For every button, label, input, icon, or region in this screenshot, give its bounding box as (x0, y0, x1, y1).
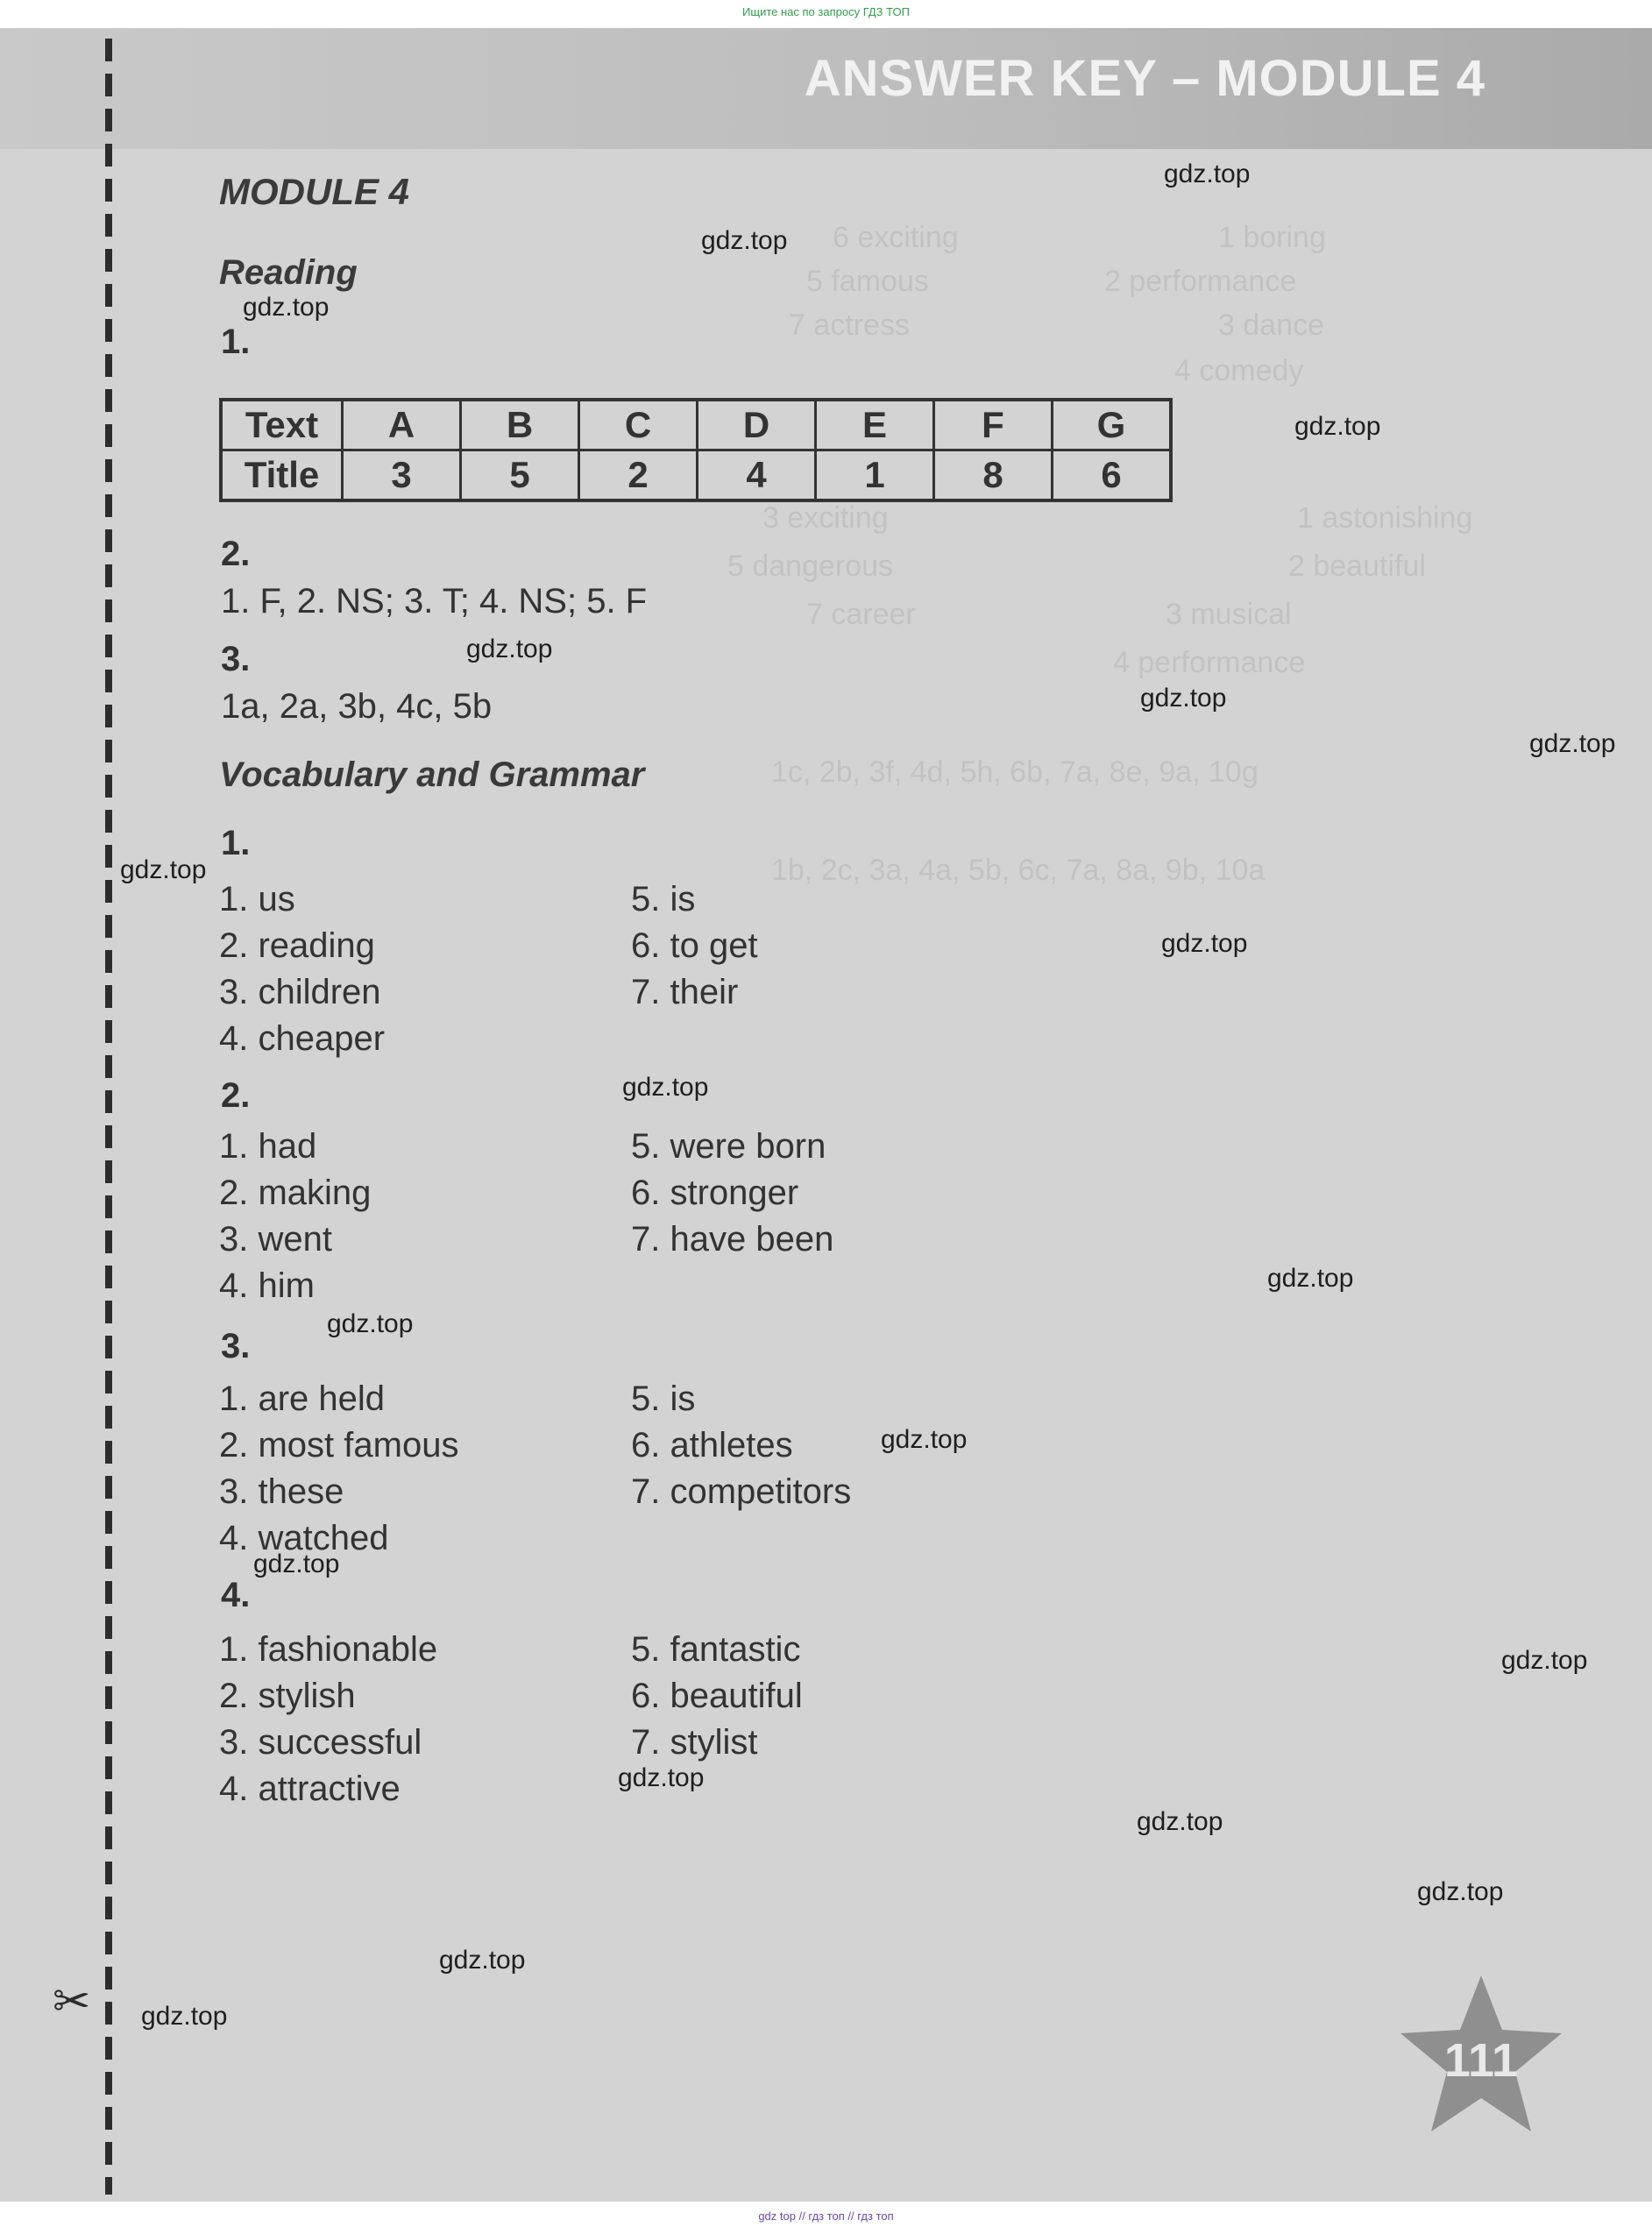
table-cell: 3 (343, 450, 461, 501)
list-item: 7. competitors (631, 1472, 852, 1511)
list-item: 3. successful (219, 1723, 422, 1762)
vocab-ex1-right-column (631, 876, 758, 1016)
vocab-ex2-number: 2. (221, 1076, 251, 1115)
reading-heading: Reading (219, 253, 358, 292)
vocab-ex1-number: 1. (221, 824, 251, 862)
vocab-ex4-right-column (631, 1627, 803, 1766)
list-item: 1. are held (219, 1379, 386, 1418)
list-item: 5. were born (631, 1127, 826, 1166)
vocab-ex3-right-column (631, 1376, 851, 1515)
table-cell: 1 (816, 450, 934, 501)
ghost-line: 5 famous (806, 265, 929, 298)
reading-ex2-answer: 1. F, 2. NS; 3. T; 4. NS; 5. F (221, 582, 648, 621)
list-item: 1. fashionable (219, 1630, 438, 1669)
ghost-line: 3 musical (1166, 598, 1292, 631)
reading-ex2-number: 2. (221, 535, 251, 573)
list-item: 1. us (219, 880, 295, 918)
table-cell: F (934, 400, 1053, 450)
table-cell: 4 (698, 450, 816, 501)
vocab-ex3-number: 3. (221, 1327, 251, 1365)
watermark: gdz.top (1137, 1807, 1223, 1836)
table-row (221, 400, 1171, 450)
answer-key-page (0, 28, 1652, 2202)
table-cell: E (816, 400, 934, 450)
watermark: gdz.top (1140, 684, 1227, 713)
bottom-note: gdz top // гдз топ // гдз топ (758, 2209, 894, 2223)
vocab-ex3-left-column (219, 1376, 458, 1562)
watermark: gdz.top (881, 1425, 968, 1454)
list-item: 2. reading (219, 926, 375, 965)
header-title: ANSWER KEY – MODULE 4 (804, 50, 1485, 107)
watermark: gdz.top (618, 1763, 705, 1792)
watermark: gdz.top (327, 1309, 414, 1338)
scissors-icon: ✂ (53, 1975, 91, 2028)
list-item: 6. stronger (631, 1174, 799, 1212)
watermark: gdz.top (253, 1550, 340, 1578)
vocab-ex2-right-column (631, 1124, 833, 1263)
table-cell: 2 (579, 450, 698, 501)
table-cell: G (1053, 400, 1172, 450)
watermark: gdz.top (1529, 729, 1616, 758)
reading-ex3-answer: 1a, 2a, 3b, 4c, 5b (221, 687, 493, 726)
table-cell: A (343, 400, 461, 450)
list-item: 2. stylish (219, 1677, 356, 1715)
table-cell: D (698, 400, 816, 450)
module-title: MODULE 4 (219, 171, 410, 212)
cut-line (105, 39, 112, 2195)
table-cell: B (461, 400, 579, 450)
page-number: 111 (1443, 2034, 1519, 2087)
list-item: 7. stylist (631, 1723, 758, 1762)
watermark: gdz.top (1161, 929, 1248, 958)
list-item: 7. their (631, 973, 739, 1011)
list-item: 3. children (219, 973, 381, 1011)
watermark: gdz.top (622, 1073, 709, 1102)
reading-ex3-number: 3. (221, 640, 251, 678)
list-item: 2. making (219, 1174, 372, 1212)
list-item: 5. is (631, 880, 696, 918)
list-item: 6. athletes (631, 1426, 793, 1465)
ghost-line: 3 exciting (762, 501, 889, 535)
list-item: 6. to get (631, 926, 758, 965)
header-band (0, 28, 1652, 149)
list-item: 3. went (219, 1220, 332, 1259)
watermark: gdz.top (1501, 1646, 1588, 1675)
list-item: 2. most famous (219, 1426, 459, 1465)
list-item: 6. beautiful (631, 1677, 803, 1715)
watermark: gdz.top (1164, 160, 1251, 188)
list-item: 7. have been (631, 1220, 834, 1259)
watermark: gdz.top (1294, 412, 1381, 441)
list-item: 4. cheaper (219, 1019, 386, 1058)
reading-answer-table (219, 398, 1173, 502)
watermark: gdz.top (701, 226, 788, 255)
top-note: Ищите нас по запросу ГДЗ ТОП (742, 5, 910, 18)
list-item: 1. had (219, 1127, 317, 1166)
list-item: 4. watched (219, 1519, 389, 1557)
ghost-line: 4 performance (1113, 646, 1306, 679)
watermark: gdz.top (120, 855, 207, 884)
ghost-line: 7 career (806, 598, 916, 631)
watermark: gdz.top (1417, 1877, 1504, 1906)
list-item: 5. fantastic (631, 1630, 801, 1669)
table-cell: 8 (934, 450, 1053, 501)
watermark: gdz.top (141, 2002, 228, 2031)
watermark: gdz.top (1267, 1264, 1354, 1293)
vocabulary-heading: Vocabulary and Grammar (219, 755, 645, 794)
table-cell: 6 (1053, 450, 1172, 501)
ghost-line: 4 comedy (1174, 354, 1304, 387)
ghost-line: 6 exciting (833, 221, 959, 254)
vocab-ex1-left-column (219, 876, 385, 1062)
vocab-ex4-number: 4. (221, 1576, 251, 1614)
table-cell: C (579, 400, 698, 450)
table-cell: Text (221, 400, 343, 450)
ghost-line: 2 performance (1104, 265, 1297, 298)
ghost-line: 3 dance (1218, 309, 1324, 342)
ghost-line: 5 dangerous (727, 550, 894, 583)
list-item: 5. is (631, 1379, 696, 1418)
table-cell: Title (221, 450, 343, 501)
watermark: gdz.top (439, 1946, 526, 1975)
watermark: gdz.top (243, 293, 330, 322)
list-item: 4. him (219, 1266, 315, 1305)
table-cell: 5 (461, 450, 579, 501)
ghost-line: 7 actress (789, 309, 910, 342)
reading-ex1-number: 1. (221, 323, 251, 361)
table-row (221, 450, 1171, 501)
ghost-line: 1 astonishing (1297, 501, 1473, 535)
ghost-line: 1c, 2b, 3f, 4d, 5h, 6b, 7a, 8e, 9a, 10g (771, 755, 1258, 789)
ghost-line: 1b, 2c, 3a, 4a, 5b, 6c, 7a, 8a, 9b, 10a (771, 854, 1266, 887)
ghost-line: 1 boring (1218, 221, 1326, 254)
list-item: 4. attractive (219, 1769, 401, 1808)
vocab-ex4-left-column (219, 1627, 437, 1812)
ghost-line: 2 beautiful (1288, 550, 1426, 583)
watermark: gdz.top (466, 635, 553, 663)
vocab-ex2-left-column (219, 1124, 371, 1309)
list-item: 3. these (219, 1472, 344, 1511)
